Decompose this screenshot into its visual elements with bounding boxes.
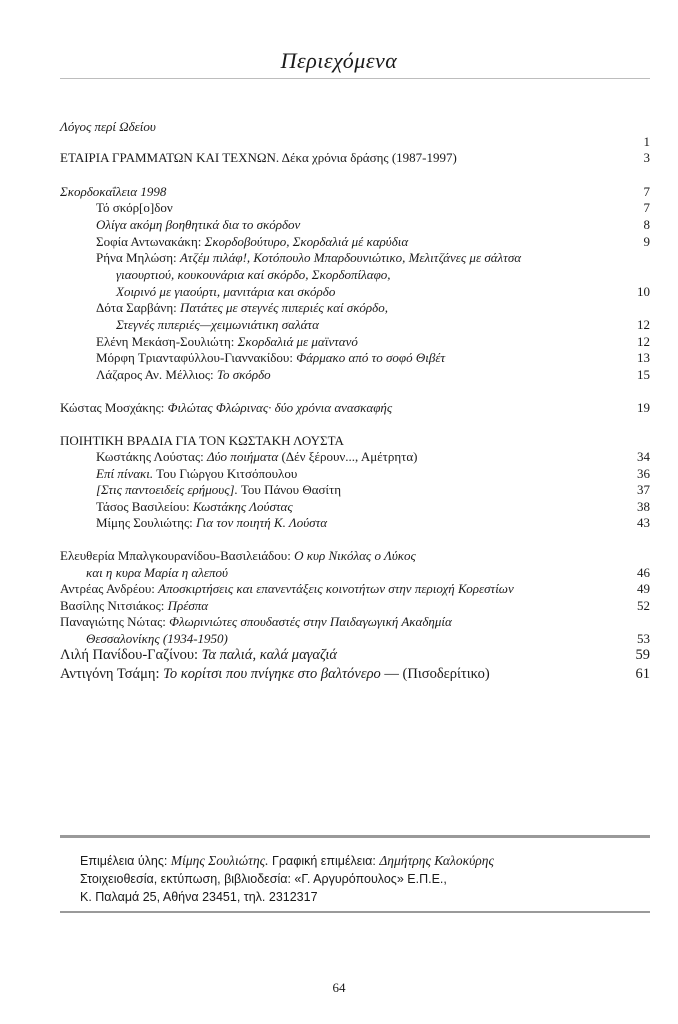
entry-title: Λόγος περί Ωδείου — [60, 119, 156, 134]
entry-title: Σκορδαλιά με μαϊντανό — [237, 334, 358, 349]
entry-subtitle: — (Πισοδερίτικο) — [384, 666, 490, 682]
entry-page: 59 — [635, 647, 650, 663]
entry-author: Λιλή Πανίδου-Γαζίνου: — [60, 647, 199, 663]
toc-entry — [60, 399, 650, 416]
entry-title: Επί πίνακι. — [96, 466, 154, 481]
entry-page: 15 — [637, 367, 650, 382]
entry-author: Δότα Σαρβάνη: — [96, 300, 177, 315]
entry-page: 43 — [637, 515, 650, 530]
entry-author: Κωστάκης Λούστας: — [96, 449, 204, 464]
toc-entry — [60, 547, 650, 564]
toc-entry — [60, 597, 650, 614]
entry-page: 49 — [637, 581, 650, 596]
entry-page: 1 — [643, 134, 650, 149]
colophon-line-editing — [80, 853, 494, 869]
entry-title: Δύο ποιήματα — [206, 449, 279, 464]
toc-entry — [60, 514, 650, 531]
entry-title: Για τον ποιητή Κ. Λούστα — [195, 515, 328, 530]
entry-page: 13 — [637, 350, 650, 365]
page-number: 64 — [332, 980, 346, 995]
entry-page: 12 — [637, 334, 650, 349]
toc-entry — [60, 199, 650, 216]
toc-entry-continuation — [60, 283, 650, 300]
entry-title: Στεγνές πιπεριές—χειμωνιάτικη σαλάτα — [116, 317, 319, 332]
entry-page: 7 — [643, 200, 650, 215]
toc-entry — [60, 133, 650, 150]
entry-title: γιαουρτιού, κουκουνάρια καί σκόρδο, Σκορδοπίλαφο, — [116, 267, 391, 282]
toc-entry — [60, 366, 650, 383]
toc-entry-continuation — [60, 630, 650, 647]
toc-entry-continuation — [60, 564, 650, 581]
entry-title: ΕΤΑΙΡΙΑ ΓΡΑΜΜΑΤΩΝ ΚΑΙ ΤΕΧΝΩΝ. Δέκα χρόνια δράσης (1987-1997) — [60, 150, 457, 165]
entry-title: Πατάτες με στεγνές πιπεριές καί σκόρδο, — [179, 300, 388, 315]
toc-entry — [60, 299, 650, 316]
toc-entry — [60, 333, 650, 350]
entry-title: Σκορδοβούτυρο, Σκορδαλιά μέ καρύδια — [204, 234, 409, 249]
entry-subtitle: (Δέν ξέρουν..., Αμέτρητα) — [281, 449, 418, 464]
toc-entry — [60, 183, 650, 200]
toc-entry — [60, 613, 650, 630]
toc-entry — [60, 580, 650, 597]
entry-title: Φιλώτας Φλώρινας· δύο χρόνια ανασκαφής — [167, 400, 393, 415]
toc-entry — [60, 149, 650, 166]
entry-page: 53 — [637, 631, 650, 646]
entry-author: Παναγιώτης Νώτας: — [60, 614, 166, 629]
toc-entry-continuation — [60, 316, 650, 333]
toc-entry — [60, 647, 650, 664]
entry-title: Αποσκιρτήσεις και επανεντάξεις κοινοτήτων στην περιοχή Κορεστίων — [158, 581, 514, 596]
toc-entry — [60, 432, 650, 449]
entry-page: 12 — [637, 317, 650, 332]
entry-page: 34 — [637, 449, 650, 464]
entry-subtitle: Του Πάνου Θασίτη — [240, 482, 342, 497]
entry-author: Μίμης Σουλιώτης: — [96, 515, 193, 530]
table-of-contents — [60, 0, 650, 700]
entry-page: 10 — [637, 284, 650, 299]
entry-title: Χοιρινό με γιαούρτι, μανιτάρια και σκόρδο — [116, 284, 336, 299]
entry-title: Φλωρινιώτες σπουδαστές στην Παιδαγωγική Ακαδημία — [169, 614, 452, 629]
entry-author: Ελένη Μεκάση-Σουλιώτη: — [96, 334, 235, 349]
entry-page: 38 — [637, 499, 650, 514]
entry-page: 9 — [643, 234, 650, 249]
entry-page: 36 — [637, 466, 650, 481]
colophon-label: Γραφική επιμέλεια: — [272, 854, 376, 868]
entry-title: Πρέσπα — [167, 598, 209, 613]
entry-author: Κώστας Μοσχάκης: — [60, 400, 165, 415]
entry-author: Βασίλης Νιτσιάκος: — [60, 598, 165, 613]
toc-entry-continuation — [60, 266, 650, 283]
entry-title: Ο κυρ Νικόλας ο Λύκος — [294, 548, 416, 563]
entry-subtitle: Του Γιώργου Κιτσόπουλου — [156, 466, 298, 481]
colophon-designer: Δημήτρης Καλοκύρης — [379, 853, 494, 868]
entry-title: και η κυρα Μαρία η αλεπού — [86, 565, 228, 580]
colophon-box — [60, 835, 650, 913]
toc-entry — [60, 481, 650, 498]
entry-title: Κωστάκης Λούστας — [192, 499, 293, 514]
entry-page: 7 — [643, 184, 650, 199]
toc-entry — [60, 249, 650, 266]
entry-page: 37 — [637, 482, 650, 497]
entry-author: Σοφία Αντωνακάκη: — [96, 234, 202, 249]
entry-title: Φάρμακο από το σοφό Θιβέτ — [296, 350, 446, 365]
colophon-line-printing: Στοιχειοθεσία, εκτύπωση, βιβλιοδεσία: «Γ. Αργυρόπουλος» Ε.Π.Ε., — [80, 872, 447, 886]
entry-title: Θεσσαλονίκης (1934-1950) — [86, 631, 228, 646]
toc-entry — [60, 465, 650, 482]
entry-page: 3 — [643, 150, 650, 165]
toc-entry — [60, 448, 650, 465]
entry-author: Αντρέας Ανδρέου: — [60, 581, 155, 596]
entry-author: Ρήνα Μηλώση: — [96, 250, 177, 265]
entry-author: Τάσος Βασιλείου: — [96, 499, 190, 514]
entry-author: Μόρφη Τριανταφύλλου-Γιαννακίδου: — [96, 350, 293, 365]
entry-title: Το σκόρδο — [216, 367, 271, 382]
page-title: Περιεχόμενα — [280, 48, 398, 73]
toc-entry — [60, 233, 650, 250]
entry-title: Το κορίτσι που πνίγηκε στο βαλτόνερο — [163, 666, 381, 682]
colophon-label: Επιμέλεια ύλης: — [80, 854, 168, 868]
toc-entry — [60, 349, 650, 366]
entry-page: 52 — [637, 598, 650, 613]
entry-page: 19 — [637, 400, 650, 415]
entry-title: Ολίγα ακόμη βοηθητικά δια το σκόρδον — [96, 217, 301, 232]
entry-title: [Στις παντοειδείς ερήμους]. — [96, 482, 238, 497]
entry-title: Τό σκόρ[ο]δον — [96, 200, 173, 215]
entry-author: Αντιγόνη Τσάμη: — [60, 666, 160, 682]
toc-entry — [60, 666, 650, 683]
entry-page: 8 — [643, 217, 650, 232]
entry-author: Λάζαρος Αν. Μέλλιος: — [96, 367, 214, 382]
entry-page: 61 — [635, 666, 650, 682]
colophon-line-address: Κ. Παλαμά 25, Αθήνα 23451, τηλ. 2312317 — [80, 890, 318, 904]
entry-author: Ελευθερία Μπαλγκουρανίδου-Βασιλειάδου: — [60, 548, 291, 563]
toc-entry — [60, 216, 650, 233]
entry-title: Τα παλιά, καλά μαγαζιά — [201, 647, 338, 663]
colophon-editor: Μίμης Σουλιώτης. — [170, 853, 269, 868]
entry-page: 46 — [637, 565, 650, 580]
toc-entry — [60, 498, 650, 515]
entry-title: ΠΟΙΗΤΙΚΗ ΒΡΑΔΙΑ ΓΙΑ ΤΟΝ ΚΩΣΤΑΚΗ ΛΟΥΣΤΑ — [60, 433, 344, 448]
entry-title: Σκορδοκαΐλεια 1998 — [60, 184, 167, 199]
entry-title: Ατζέμ πιλάφ!, Κοτόπουλο Μπαρδουνιώτικο, Μελιτζάνες με σάλτσα — [179, 250, 522, 265]
